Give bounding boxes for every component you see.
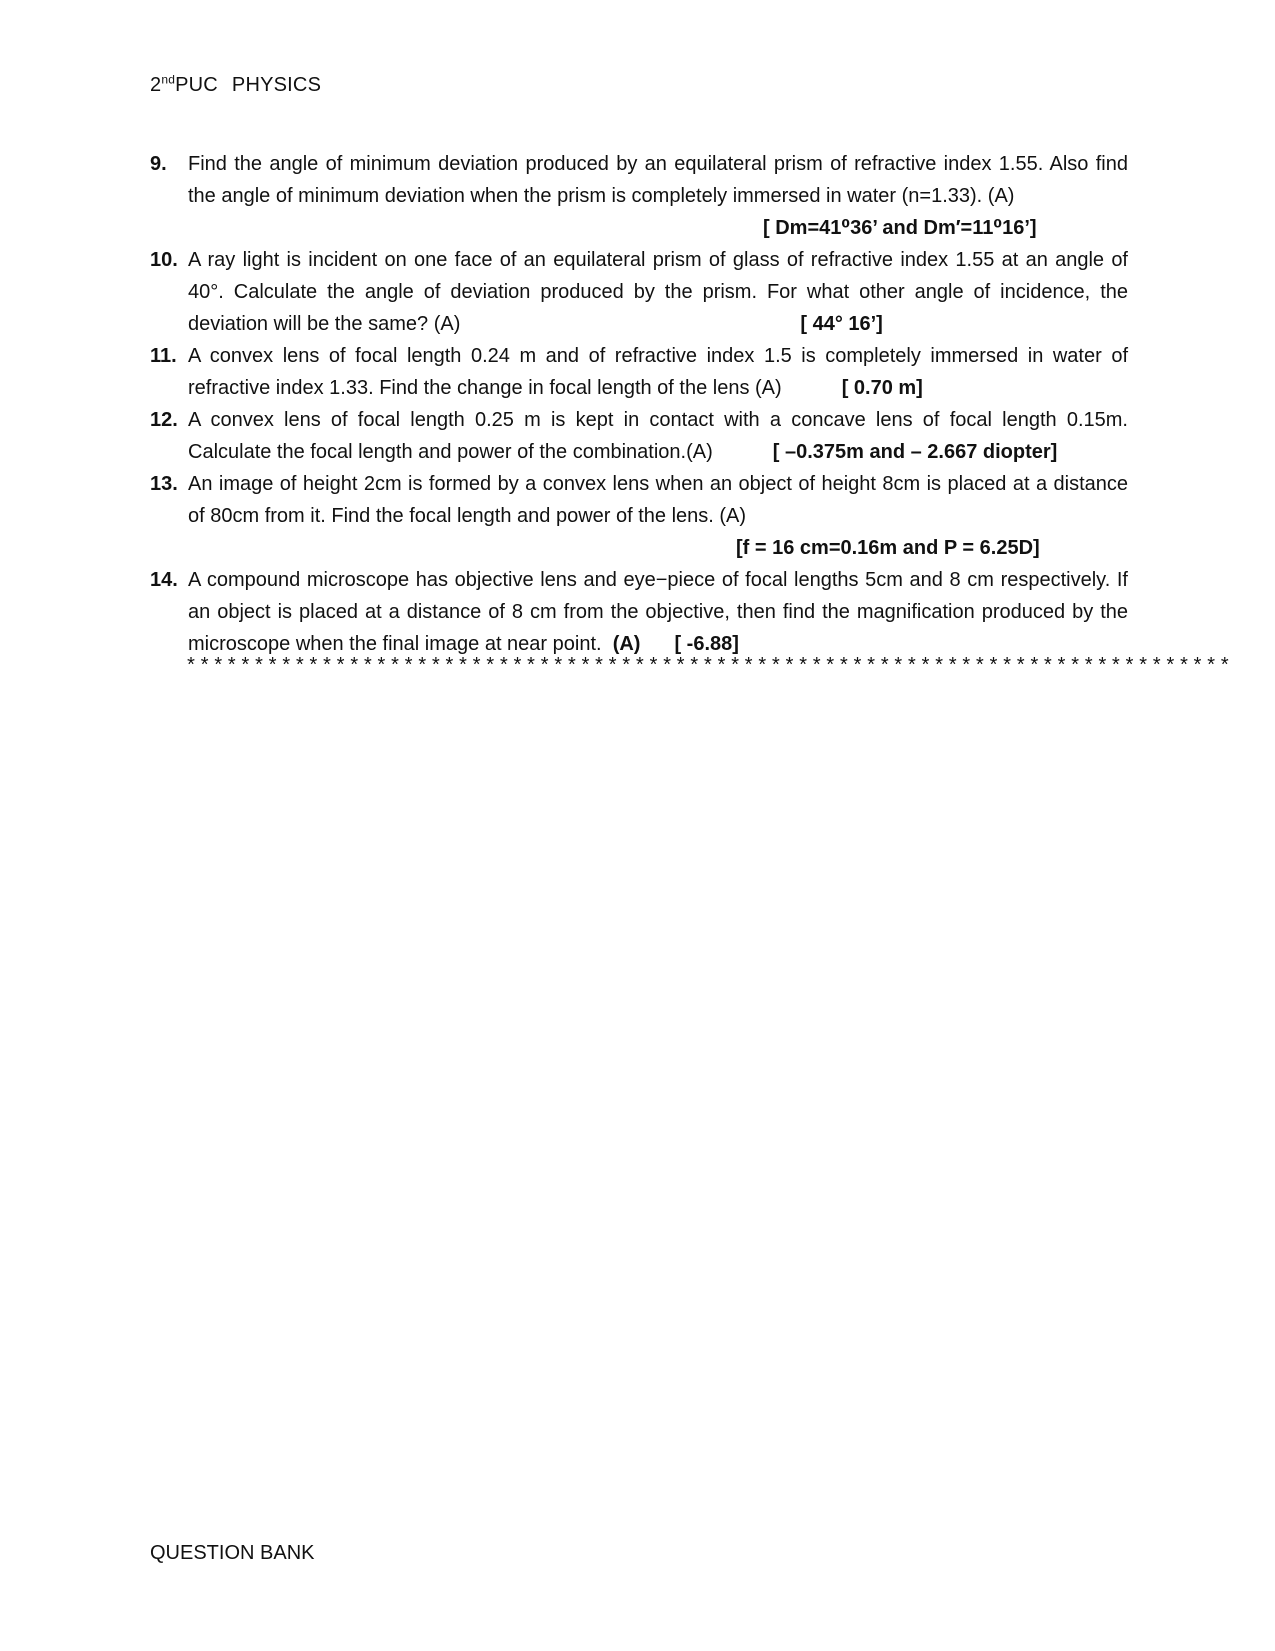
question-number: 11. (150, 345, 177, 367)
question-number: 14. (150, 569, 178, 591)
question-11 (150, 340, 1128, 404)
question-text: A compound microscope has objective lens and eye−piece of focal lengths 5cm and 8 cm respectively. If an object is placed at a distance of 8 cm from the objective, then find the magnification produced by the microscope when the final image at near point. (188, 569, 1128, 655)
header-superscript: nd (161, 72, 176, 87)
answer-key: [ Dm=41⁰36’ and Dm′=11⁰16’] (763, 217, 1037, 239)
question-9 (150, 148, 1128, 244)
question-number: 9. (150, 153, 167, 175)
separator-line: ***************************************************************************** (185, 656, 1233, 679)
question-number: 13. (150, 473, 178, 495)
question-13 (150, 468, 1128, 564)
question-12 (150, 404, 1128, 468)
answer-key: [ –0.375m and – 2.667 diopter] (772, 441, 1058, 463)
difficulty-marker: (A) (612, 633, 641, 655)
question-text: A ray light is incident on one face of an equilateral prism of glass of refractive index 1.55 at an angle of 40°. Calculate the angle of deviation produced by the prism. For what other angle of incidence, the deviation will be the same? (A) (188, 249, 1128, 335)
question-list (150, 148, 1128, 660)
question-text: An image of height 2cm is formed by a convex lens when an object of height 8cm is placed at a distance of 80cm from it. Find the focal length and power of the lens. (A) (188, 473, 1128, 527)
question-text: A convex lens of focal length 0.24 m and of refractive index 1.5 is completely immersed in water of refractive index 1.33. Find the change in focal length of the lens (A) (188, 345, 1128, 399)
question-text: Find the angle of minimum deviation produced by an equilateral prism of refractive index 1.55. Also find the angle of minimum deviation when the prism is completely immersed in water (n=1.33). (A) (188, 153, 1128, 207)
answer-key: [ 44° 16’] (800, 313, 883, 335)
header-prefix: 2 (150, 74, 162, 96)
question-10 (150, 244, 1128, 340)
question-number: 12. (150, 409, 178, 431)
page-footer: QUESTION BANK (150, 1542, 315, 1564)
question-text: A convex lens of focal length 0.25 m is kept in contact with a concave lens of focal length 0.15m. Calculate the focal length and power of the combination.(A) (188, 409, 1128, 463)
header-subject: PHYSICS (231, 74, 322, 96)
question-14 (150, 564, 1128, 660)
answer-key: [f = 16 cm=0.16m and P = 6.25D] (736, 537, 1040, 559)
header-course: PUC (175, 74, 218, 96)
answer-key: [ 0.70 m] (841, 377, 923, 399)
question-number: 10. (150, 249, 178, 271)
answer-key: [ -6.88] (674, 633, 739, 655)
page-header (150, 74, 321, 97)
